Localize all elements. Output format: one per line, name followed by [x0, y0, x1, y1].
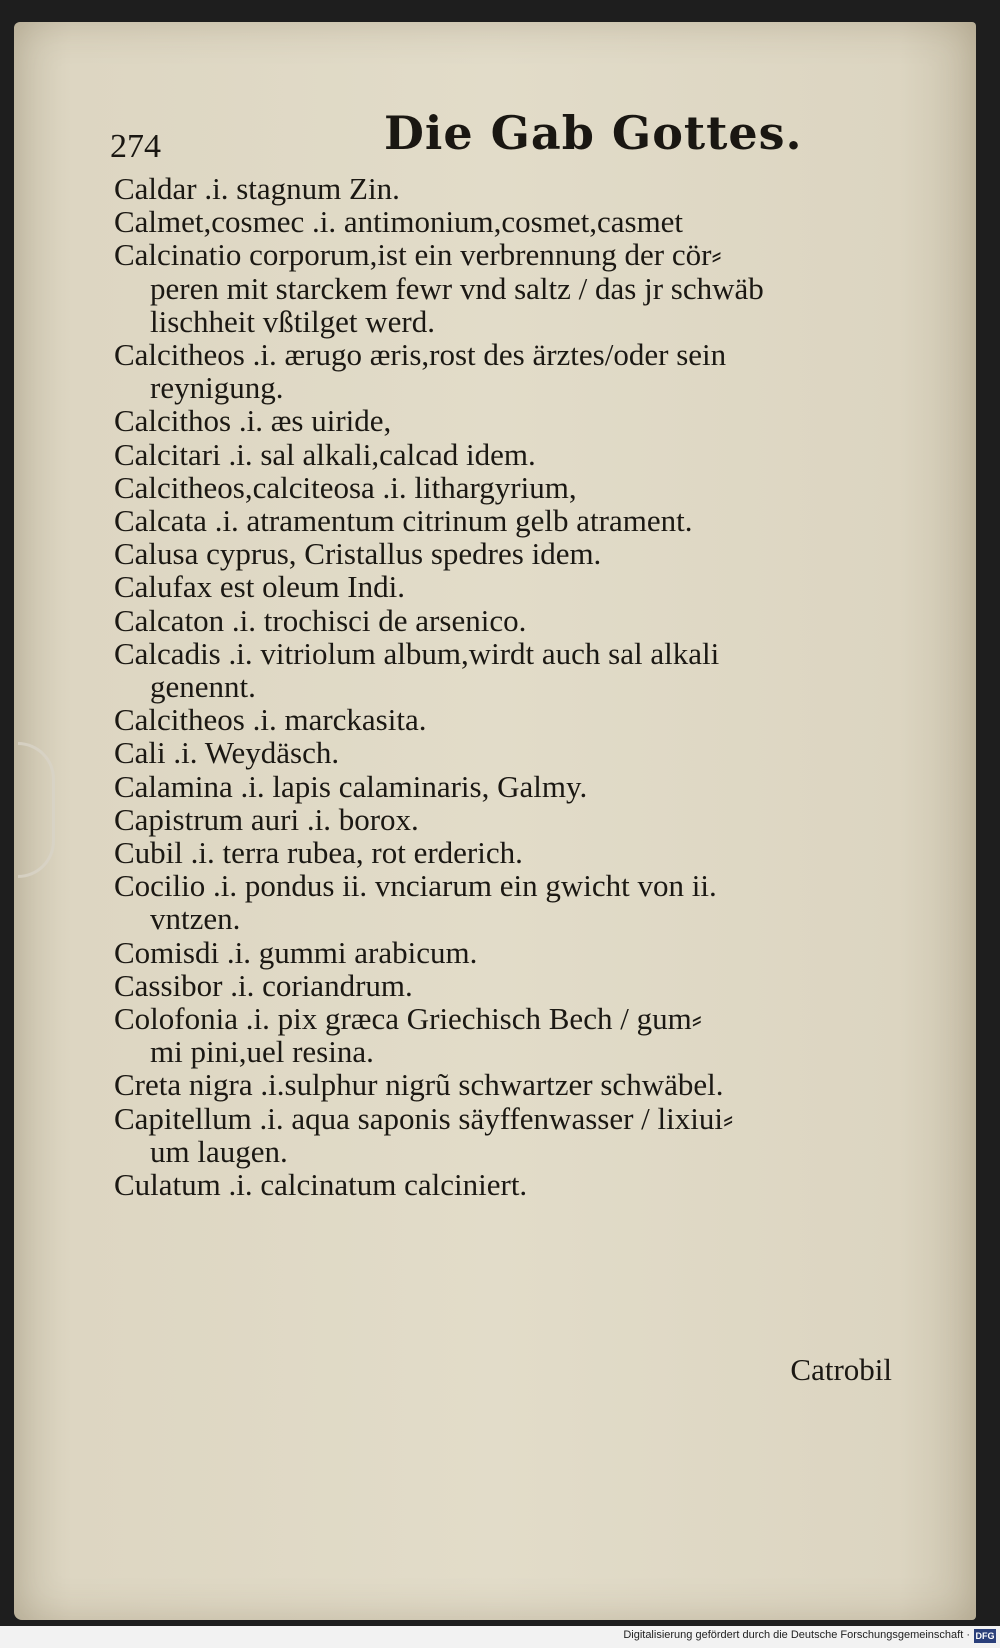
- entry-line: Capitellum .i. aqua saponis säyffenwasser / lixiui⸗: [114, 1100, 734, 1136]
- page-number: 274: [110, 128, 161, 165]
- entry-line: Culatum .i. calcinatum calciniert.: [114, 1167, 528, 1203]
- entry-continuation-line: um laugen.: [150, 1133, 288, 1169]
- entry-line: Cocilio .i. pondus ii. vnciarum ein gwicht von ii.: [114, 868, 717, 904]
- entry-line: Calcithos .i. æs uiride,: [114, 403, 392, 439]
- glossary-entry: [114, 471, 894, 504]
- entry-continuation-line: genennt.: [150, 669, 256, 705]
- glossary-entry: [114, 736, 894, 769]
- page-header: [14, 100, 976, 165]
- glossary-entry: [114, 803, 894, 836]
- entry-line: Cali .i. Weydäsch.: [114, 735, 340, 771]
- entry-continuation-line: vntzen.: [150, 901, 241, 937]
- glossary-entry: [114, 637, 894, 703]
- glossary-entry: [114, 570, 894, 603]
- entry-line: Caldar .i. stagnum Zin.: [114, 171, 400, 206]
- entry-line: Calmet,cosmec .i. antimonium,cosmet,casmet: [114, 204, 684, 240]
- glossary-entry: [114, 703, 894, 736]
- glossary-entry: [114, 1068, 894, 1101]
- entry-line: Calamina .i. lapis calaminaris, Galmy.: [114, 768, 588, 804]
- entry-continuation-line: peren mit starckem fewr vnd saltz / das jr schwäb: [150, 270, 764, 306]
- entry-line: Capistrum auri .i. borox.: [114, 801, 419, 837]
- glossary-entry: [114, 1102, 894, 1168]
- glossary-entry: [114, 504, 894, 537]
- glossary-entry: [114, 205, 894, 238]
- glossary-entry: [114, 338, 894, 404]
- glossary-entry: [114, 1002, 894, 1068]
- entry-continuation-line: mi pini,uel resina.: [150, 1034, 374, 1070]
- glossary-text: [114, 172, 894, 1201]
- funding-credit: Digitalisierung gefördert durch die Deutsche Forschungsgemeinschaft ·: [623, 1629, 970, 1641]
- book-page: [14, 22, 976, 1620]
- glossary-entry: [114, 836, 894, 869]
- running-title: Die Gab Gottes.: [384, 106, 803, 160]
- glossary-entry: [114, 238, 894, 338]
- entry-line: Calcitari .i. sal alkali,calcad idem.: [114, 436, 536, 472]
- glossary-entry: [114, 537, 894, 570]
- glossary-entry: [114, 604, 894, 637]
- footer-bar: [0, 1626, 1000, 1648]
- glossary-entry: [114, 869, 894, 935]
- entry-line: Calcitheos .i. ærugo æris,rost des ärztes/oder sein: [114, 337, 727, 373]
- glossary-entry: [114, 969, 894, 1002]
- entry-line: Comisdi .i. gummi arabicum.: [114, 934, 478, 970]
- entry-line: Calcitheos,calciteosa .i. lithargyrium,: [114, 469, 577, 505]
- entry-continuation-line: reynigung.: [150, 370, 284, 406]
- entry-line: Calcata .i. atramentum citrinum gelb atrament.: [114, 503, 693, 539]
- dfg-logo: DFG: [975, 1631, 995, 1641]
- entry-line: Calufax est oleum Indi.: [114, 569, 405, 605]
- entry-line: Cubil .i. terra rubea, rot erderich.: [114, 835, 523, 871]
- glossary-entry: [114, 770, 894, 803]
- catchword: Catrobil: [790, 1352, 892, 1387]
- glossary-entry: [114, 936, 894, 969]
- entry-line: Colofonia .i. pix græca Griechisch Bech / gum⸗: [114, 1001, 703, 1037]
- entry-line: Cassibor .i. coriandrum.: [114, 967, 413, 1003]
- page-edge-curl: [18, 742, 55, 878]
- glossary-entry: [114, 1168, 894, 1201]
- glossary-entry: [114, 404, 894, 437]
- entry-line: Calcaton .i. trochisci de arsenico.: [114, 602, 527, 638]
- entry-line: Creta nigra .i.sulphur nigrũ schwartzer schwäbel.: [114, 1067, 724, 1103]
- glossary-entry: [114, 438, 894, 471]
- entry-line: Calcinatio corporum,ist ein verbrennung der cör⸗: [114, 237, 722, 273]
- entry-line: Calcadis .i. vitriolum album,wirdt auch sal alkali: [114, 635, 720, 671]
- entry-line: Calusa cyprus, Cristallus spedres idem.: [114, 536, 602, 572]
- glossary-entry: [114, 172, 894, 205]
- entry-line: Calcitheos .i. marckasita.: [114, 702, 427, 738]
- entry-continuation-line: lischheit vßtilget werd.: [150, 303, 435, 339]
